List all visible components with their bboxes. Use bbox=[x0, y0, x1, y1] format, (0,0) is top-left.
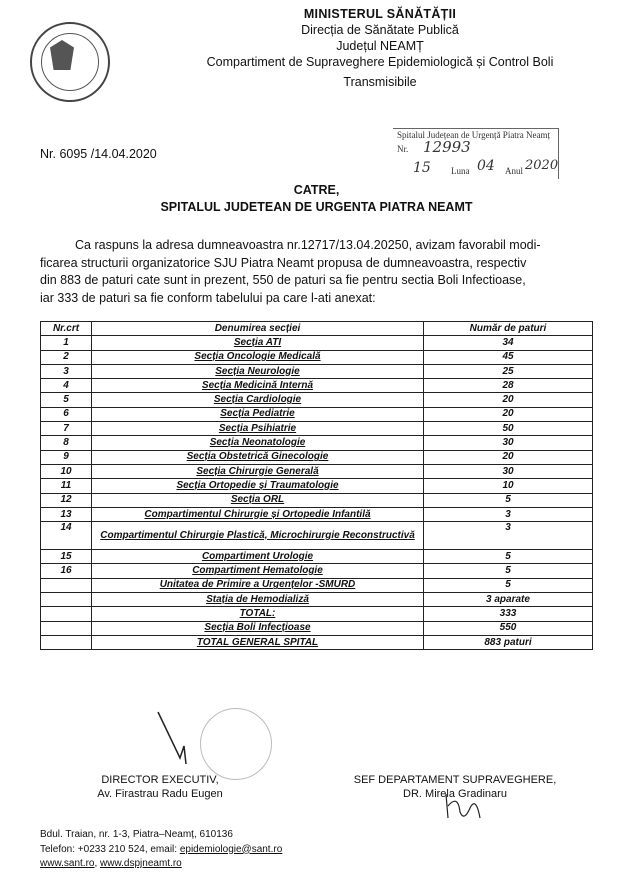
row-section: Secția Pediatrie bbox=[92, 407, 424, 421]
table-row bbox=[41, 578, 593, 592]
coat-of-arms-seal bbox=[30, 22, 110, 102]
general-total-label: TOTAL GENERAL SPITAL bbox=[92, 635, 424, 649]
header-line-4: Compartiment de Supraveghere Epidemiologică și Control Boli bbox=[206, 55, 554, 69]
table-row bbox=[41, 522, 593, 550]
row-nr: 6 bbox=[41, 407, 92, 421]
stamp-year-value: 2020 bbox=[525, 158, 559, 173]
footer-site-link-2[interactable]: www.dspjneamt.ro bbox=[100, 858, 182, 869]
general-empty-cell bbox=[41, 635, 92, 649]
row-beds: 25 bbox=[424, 364, 593, 378]
table-row bbox=[41, 422, 593, 436]
left-signature-name: Av. Firastrau Radu Eugen bbox=[97, 788, 223, 800]
table-row bbox=[41, 364, 593, 378]
col-header-beds: Număr de paturi bbox=[424, 322, 593, 336]
row-nr: 13 bbox=[41, 507, 92, 521]
row-beds: 5 bbox=[424, 564, 593, 578]
row-section: Compartimentul Chirurgie Plastică, Microchirurgie Reconstructivă bbox=[92, 522, 424, 550]
row-beds: 20 bbox=[424, 393, 593, 407]
row-nr bbox=[41, 593, 92, 607]
row-nr: 10 bbox=[41, 464, 92, 478]
stamp-nr-label: Nr. bbox=[397, 144, 409, 154]
stamp-day-value: 15 bbox=[413, 160, 431, 176]
table-row bbox=[41, 479, 593, 493]
row-beds: 3 bbox=[424, 522, 593, 550]
footer-phone: Telefon: +0233 210 524, email: bbox=[40, 843, 180, 855]
row-nr: 11 bbox=[41, 479, 92, 493]
body-line-3: din 883 de paturi cate sunt in prezent, 550 de paturi sa fie pentru sectia Boli Infectioase, bbox=[40, 273, 526, 287]
stamp-year-label: Anul bbox=[505, 166, 523, 176]
table-row bbox=[41, 564, 593, 578]
table-infectious-row bbox=[41, 621, 593, 635]
addressee-line-1: CATRE, bbox=[293, 183, 340, 197]
ministry-header bbox=[160, 6, 600, 90]
row-section: Secția Medicină Internă bbox=[92, 379, 424, 393]
row-beds: 20 bbox=[424, 407, 593, 421]
infectious-label: Secția Boli Infecțioase bbox=[92, 621, 424, 635]
row-section: Secția Neonatologie bbox=[92, 436, 424, 450]
stamp-month-value: 04 bbox=[477, 158, 495, 174]
table-header-row bbox=[41, 322, 593, 336]
row-section: Secția Chirurgie Generală bbox=[92, 464, 424, 478]
document-number: Nr. 6095 /14.04.2020 bbox=[40, 147, 157, 161]
handwritten-signature-mark bbox=[440, 788, 490, 826]
row-section: Secția ATI bbox=[92, 336, 424, 350]
row-nr: 14 bbox=[41, 522, 92, 550]
table-row bbox=[41, 450, 593, 464]
header-line-3: Județul NEAMȚ bbox=[336, 39, 424, 53]
header-line-5: Transmisibile bbox=[343, 75, 417, 89]
total-value: 333 bbox=[424, 607, 593, 621]
row-beds: 5 bbox=[424, 550, 593, 564]
row-nr: 8 bbox=[41, 436, 92, 450]
table-row bbox=[41, 464, 593, 478]
row-beds: 10 bbox=[424, 479, 593, 493]
row-section: Secția Oncologie Medicală bbox=[92, 350, 424, 364]
infectious-empty-cell bbox=[41, 621, 92, 635]
row-section: Secția Ortopedie și Traumatologie bbox=[92, 479, 424, 493]
row-nr: 12 bbox=[41, 493, 92, 507]
left-signature-block bbox=[80, 773, 240, 801]
body-paragraph bbox=[40, 237, 595, 307]
row-nr: 9 bbox=[41, 450, 92, 464]
row-beds: 5 bbox=[424, 493, 593, 507]
table-row bbox=[41, 407, 593, 421]
row-nr: 2 bbox=[41, 350, 92, 364]
row-beds: 3 aparate bbox=[424, 593, 593, 607]
addressee-line-2: SPITALUL JUDETEAN DE URGENTA PIATRA NEAMT bbox=[160, 200, 473, 214]
col-header-nr: Nr.crt bbox=[41, 322, 92, 336]
row-nr: 7 bbox=[41, 422, 92, 436]
row-nr bbox=[41, 578, 92, 592]
table-row bbox=[41, 550, 593, 564]
footer-site-link-1[interactable]: www.sant.ro bbox=[40, 858, 95, 869]
table-row bbox=[41, 493, 593, 507]
header-line-2: Direcția de Sănătate Publică bbox=[301, 23, 459, 37]
registration-stamp bbox=[393, 128, 563, 180]
row-nr: 4 bbox=[41, 379, 92, 393]
row-section: Compartiment Hematologie bbox=[92, 564, 424, 578]
row-nr: 5 bbox=[41, 393, 92, 407]
table-row bbox=[41, 336, 593, 350]
table-row bbox=[41, 593, 593, 607]
round-stamp bbox=[200, 708, 272, 780]
stamp-nr-value: 12993 bbox=[423, 138, 471, 156]
right-signature-title: SEF DEPARTAMENT SUPRAVEGHERE, bbox=[353, 774, 557, 786]
row-section: Secția Neurologie bbox=[92, 364, 424, 378]
left-signature-title: DIRECTOR EXECUTIV, bbox=[101, 774, 219, 786]
table-total-row bbox=[41, 607, 593, 621]
row-beds: 28 bbox=[424, 379, 593, 393]
row-section: Stația de Hemodializă bbox=[92, 593, 424, 607]
table-row bbox=[41, 393, 593, 407]
infectious-value: 550 bbox=[424, 621, 593, 635]
row-beds: 5 bbox=[424, 578, 593, 592]
row-beds: 34 bbox=[424, 336, 593, 350]
table-row bbox=[41, 507, 593, 521]
row-beds: 50 bbox=[424, 422, 593, 436]
row-beds: 30 bbox=[424, 436, 593, 450]
row-nr: 16 bbox=[41, 564, 92, 578]
row-section: Compartimentul Chirurgie și Ortopedie Infantilă bbox=[92, 507, 424, 521]
footer-contact bbox=[40, 828, 282, 872]
beds-table bbox=[40, 321, 593, 650]
row-nr: 3 bbox=[41, 364, 92, 378]
footer-site-separator: , bbox=[94, 858, 101, 869]
row-nr: 1 bbox=[41, 336, 92, 350]
body-line-4: iar 333 de paturi sa fie conform tabelului pa care l-ati anexat: bbox=[40, 290, 376, 305]
header-line-1: MINISTERUL SĂNĂTĂȚII bbox=[303, 7, 457, 21]
footer-address: Bdul. Traian, nr. 1-3, Piatra–Neamț, 610136 bbox=[40, 829, 233, 840]
body-line-2: ficarea structurii organizatorice SJU Piatra Neamt propusa de dumneavoastra, respectiv bbox=[40, 255, 527, 270]
row-section: Secția Obstetrică Ginecologie bbox=[92, 450, 424, 464]
row-section: Unitatea de Primire a Urgențelor -SMURD bbox=[92, 578, 424, 592]
col-header-section: Denumirea secției bbox=[92, 322, 424, 336]
stamp-hospital-name: Spitalul Județean de Urgență Piatra Neamț bbox=[397, 130, 551, 140]
right-signature-name: DR. Mirela Gradinaru bbox=[403, 788, 507, 800]
row-nr: 15 bbox=[41, 550, 92, 564]
row-beds: 3 bbox=[424, 507, 593, 521]
total-empty-cell bbox=[41, 607, 92, 621]
table-row bbox=[41, 379, 593, 393]
table-row bbox=[41, 350, 593, 364]
pen-signature-mark bbox=[150, 708, 210, 768]
body-line-1: Ca raspuns la adresa dumneavoastra nr.12717/13.04.20250, avizam favorabil modi- bbox=[75, 238, 541, 252]
table-row bbox=[41, 436, 593, 450]
row-section: Secția Cardiologie bbox=[92, 393, 424, 407]
table-general-total-row bbox=[41, 635, 593, 649]
row-beds: 30 bbox=[424, 464, 593, 478]
row-section: Compartiment Urologie bbox=[92, 550, 424, 564]
stamp-month-label: Luna bbox=[451, 166, 470, 176]
footer-email-link[interactable]: epidemiologie@sant.ro bbox=[179, 843, 283, 855]
total-label: TOTAL: bbox=[92, 607, 424, 621]
general-total-value: 883 paturi bbox=[424, 635, 593, 649]
row-section: Secția Psihiatrie bbox=[92, 422, 424, 436]
row-section: Secția ORL bbox=[92, 493, 424, 507]
row-beds: 45 bbox=[424, 350, 593, 364]
row-beds: 20 bbox=[424, 450, 593, 464]
